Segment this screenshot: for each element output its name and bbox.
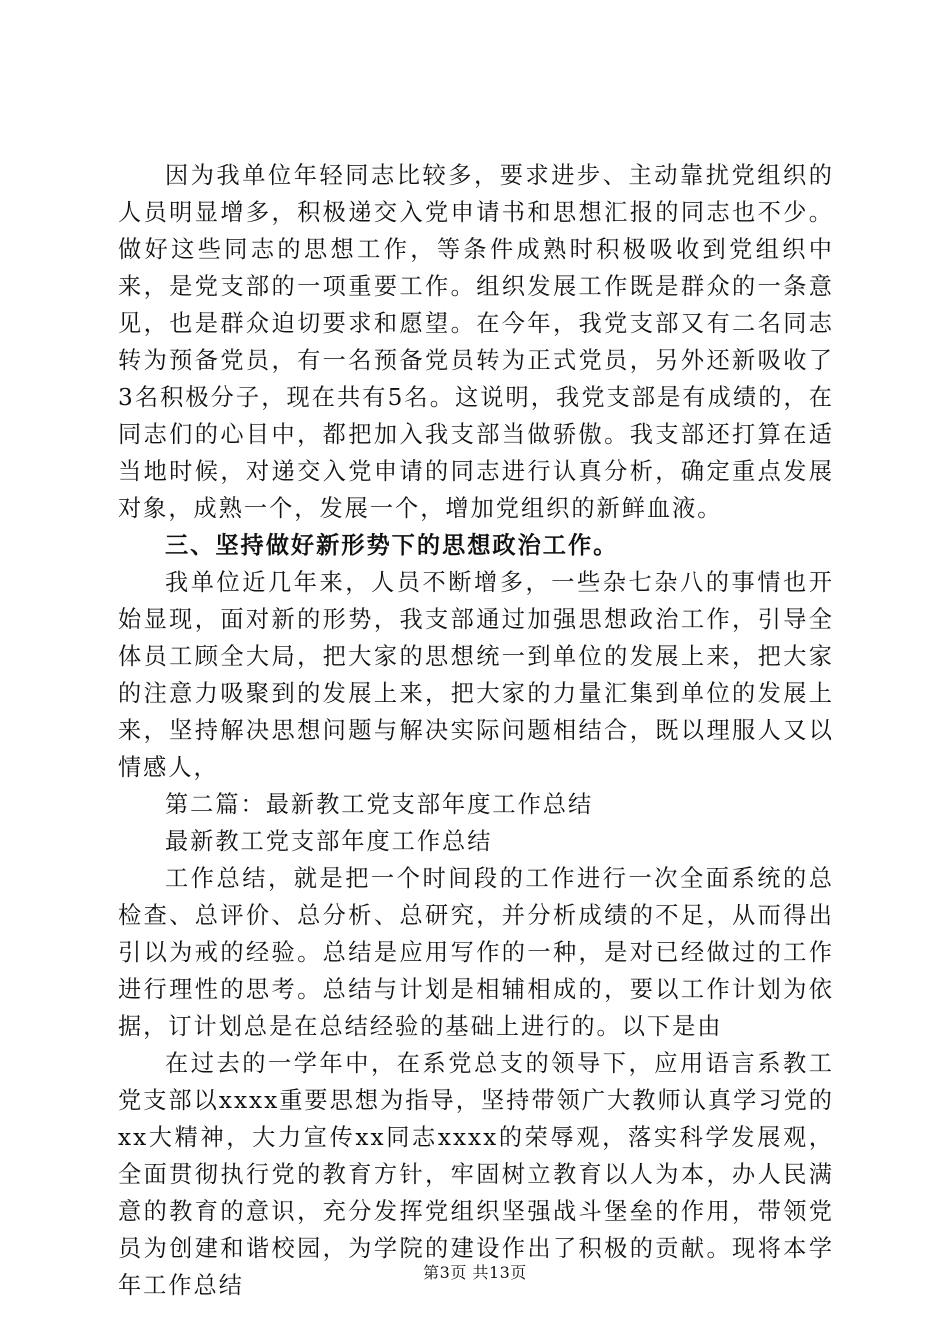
document-body <box>118 157 834 1304</box>
section-heading-political-work: 三、坚持做好新形势下的思想政治工作。 <box>165 532 619 559</box>
paragraph-political-work: 我单位近几年来，人员不断增多，一些杂七杂八的事情也开始显现，面对新的形势，我支部通过加强思想政治工作，引导全体员工顾全大局，把大家的思想统一到单位的发展上来，把大家的注意力吸聚到的发展上来，把大家的力量汇集到单位的发展上来，坚持解决思想问题与解决实际问题相结合，既以理服人又以情感人， <box>118 569 834 781</box>
chapter-title-second: 第二篇：最新教工党支部年度工作总结 <box>165 791 594 818</box>
paragraph-summary-definition: 工作总结，就是把一个时间段的工作进行一次全面系统的总检查、总评价、总分析、总研究，并分析成绩的不足，从而得出引以为戒的经验。总结是应用写作的一种，是对已经做过的工作进行理性的思考。总结与计划是相辅相成的，要以工作计划为依据，订计划总是在总结经验的基础上进行的。以下是由 <box>118 865 834 1040</box>
document-subtitle: 最新教工党支部年度工作总结 <box>165 828 493 855</box>
paragraph-year-review: 在过去的一学年中，在系党总支的领导下，应用语言系教工党支部以xxxx重要思想为指导，坚持带领广大教师认真学习党的xx大精神，大力宣传xx同志xxxx的荣辱观，落实科学发展观，全面贯彻执行党的教育方针，牢固树立教育以人为本，办人民满意的教育的意识，充分发挥党组织坚强战斗堡垒的作用，带领党员为创建和谐校园，为学院的建设作出了积极的贡献。现将本学年工作总结 <box>118 1050 834 1299</box>
paragraph-party-development: 因为我单位年轻同志比较多，要求进步、主动靠扰党组织的人员明显增多，积极递交入党申请书和思想汇报的同志也不少。做好这些同志的思想工作，等条件成熟时积极吸收到党组织中来，是党支部的一项重要工作。组织发展工作既是群众的一条意见，也是群众迫切要求和愿望。在今年，我党支部又有二名同志转为预备党员，有一名预备党员转为正式党员，另外还新吸收了3名积极分子，现在共有5名。这说明，我党支部是有成绩的，在同志们的心目中，都把加入我支部当做骄傲。我支部还打算在适当地时候，对递交入党申请的同志进行认真分析，确定重点发展对象，成熟一个，发展一个，增加党组织的新鲜血液。 <box>118 162 834 522</box>
page-number-footer: 第3页 共13页 <box>423 1263 527 1282</box>
